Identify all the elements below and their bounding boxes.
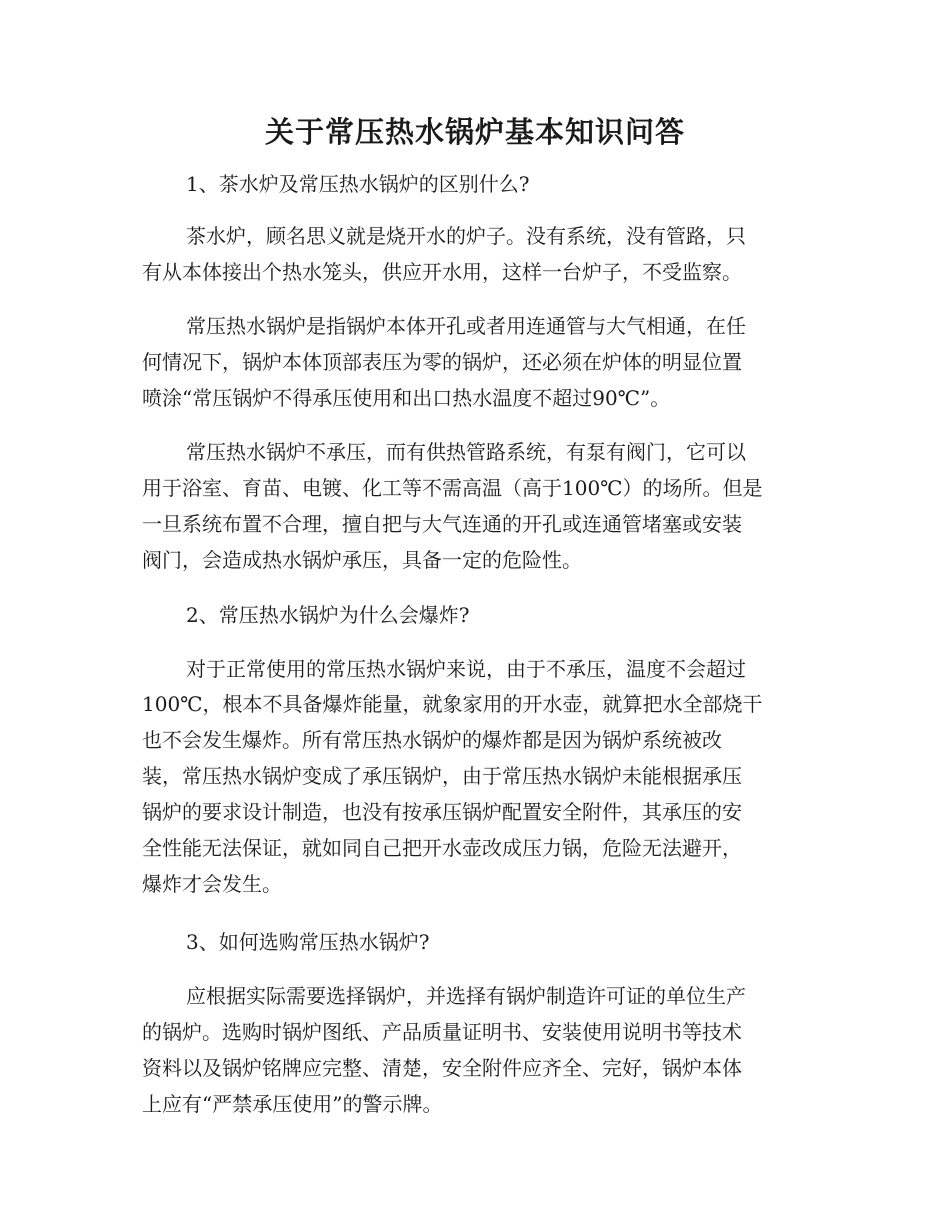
paragraph-line: 也不会发生爆炸。所有常压热水锅炉的爆炸都是因为锅炉系统被改	[142, 728, 722, 752]
paragraph-line: 常压热水锅炉不承压，而有供热管路系统，有泵有阀门，它可以	[186, 440, 746, 464]
paragraph-line: 常压热水锅炉是指锅炉本体开孔或者用连通管与大气相通，在任	[186, 314, 746, 338]
paragraph-line: 的锅炉。选购时锅炉图纸、产品质量证明书、安装使用说明书等技术	[142, 1020, 742, 1044]
paragraph-line: 装，常压热水锅炉变成了承压锅炉，由于常压热水锅炉未能根据承压	[142, 764, 742, 788]
paragraph-line: 100℃，根本不具备爆炸能量，就象家用的开水壶，就算把水全部烧干	[142, 692, 763, 716]
paragraph-line: 何情况下，锅炉本体顶部表压为零的锅炉，还必须在炉体的明显位置	[142, 350, 742, 374]
paragraph-line: 阀门，会造成热水锅炉承压，具备一定的危险性。	[142, 548, 582, 572]
paragraph-line: 爆炸才会发生。	[142, 872, 282, 896]
paragraph-line: 资料以及锅炉铭牌应完整、清楚，安全附件应齐全、完好，锅炉本体	[142, 1056, 742, 1080]
paragraph-line: 上应有“严禁承压使用”的警示牌。	[142, 1092, 443, 1116]
paragraph-line: 有从本体接出个热水笼头，供应开水用，这样一台炉子，不受监察。	[142, 260, 742, 284]
question-3-heading: 3、如何选购常压热水锅炉?	[186, 930, 430, 954]
question-2-heading: 2、常压热水锅炉为什么会爆炸?	[186, 603, 470, 627]
paragraph-line: 全性能无法保证，就如同自己把开水壶改成压力锅，危险无法避开，	[142, 836, 742, 860]
paragraph-line: 应根据实际需要选择锅炉，并选择有锅炉制造许可证的单位生产	[186, 984, 746, 1008]
paragraph-line: 一旦系统布置不合理，擅自把与大气连通的开孔或连通管堵塞或安装	[142, 512, 742, 536]
paragraph-line: 用于浴室、育苗、电镀、化工等不需高温（高于100℃）的场所。但是	[142, 476, 763, 500]
paragraph-line: 喷涂“常压锅炉不得承压使用和出口热水温度不超过90℃”。	[142, 386, 671, 410]
paragraph-line: 茶水炉，顾名思义就是烧开水的炉子。没有系统，没有管路，只	[186, 224, 746, 248]
document-title: 关于常压热水锅炉基本知识问答	[264, 115, 685, 149]
paragraph-line: 对于正常使用的常压热水锅炉来说，由于不承压，温度不会超过	[186, 657, 746, 681]
paragraph-line: 锅炉的要求设计制造，也没有按承压锅炉配置安全附件，其承压的安	[142, 800, 742, 824]
question-1-heading: 1、茶水炉及常压热水锅炉的区别什么?	[186, 172, 530, 196]
